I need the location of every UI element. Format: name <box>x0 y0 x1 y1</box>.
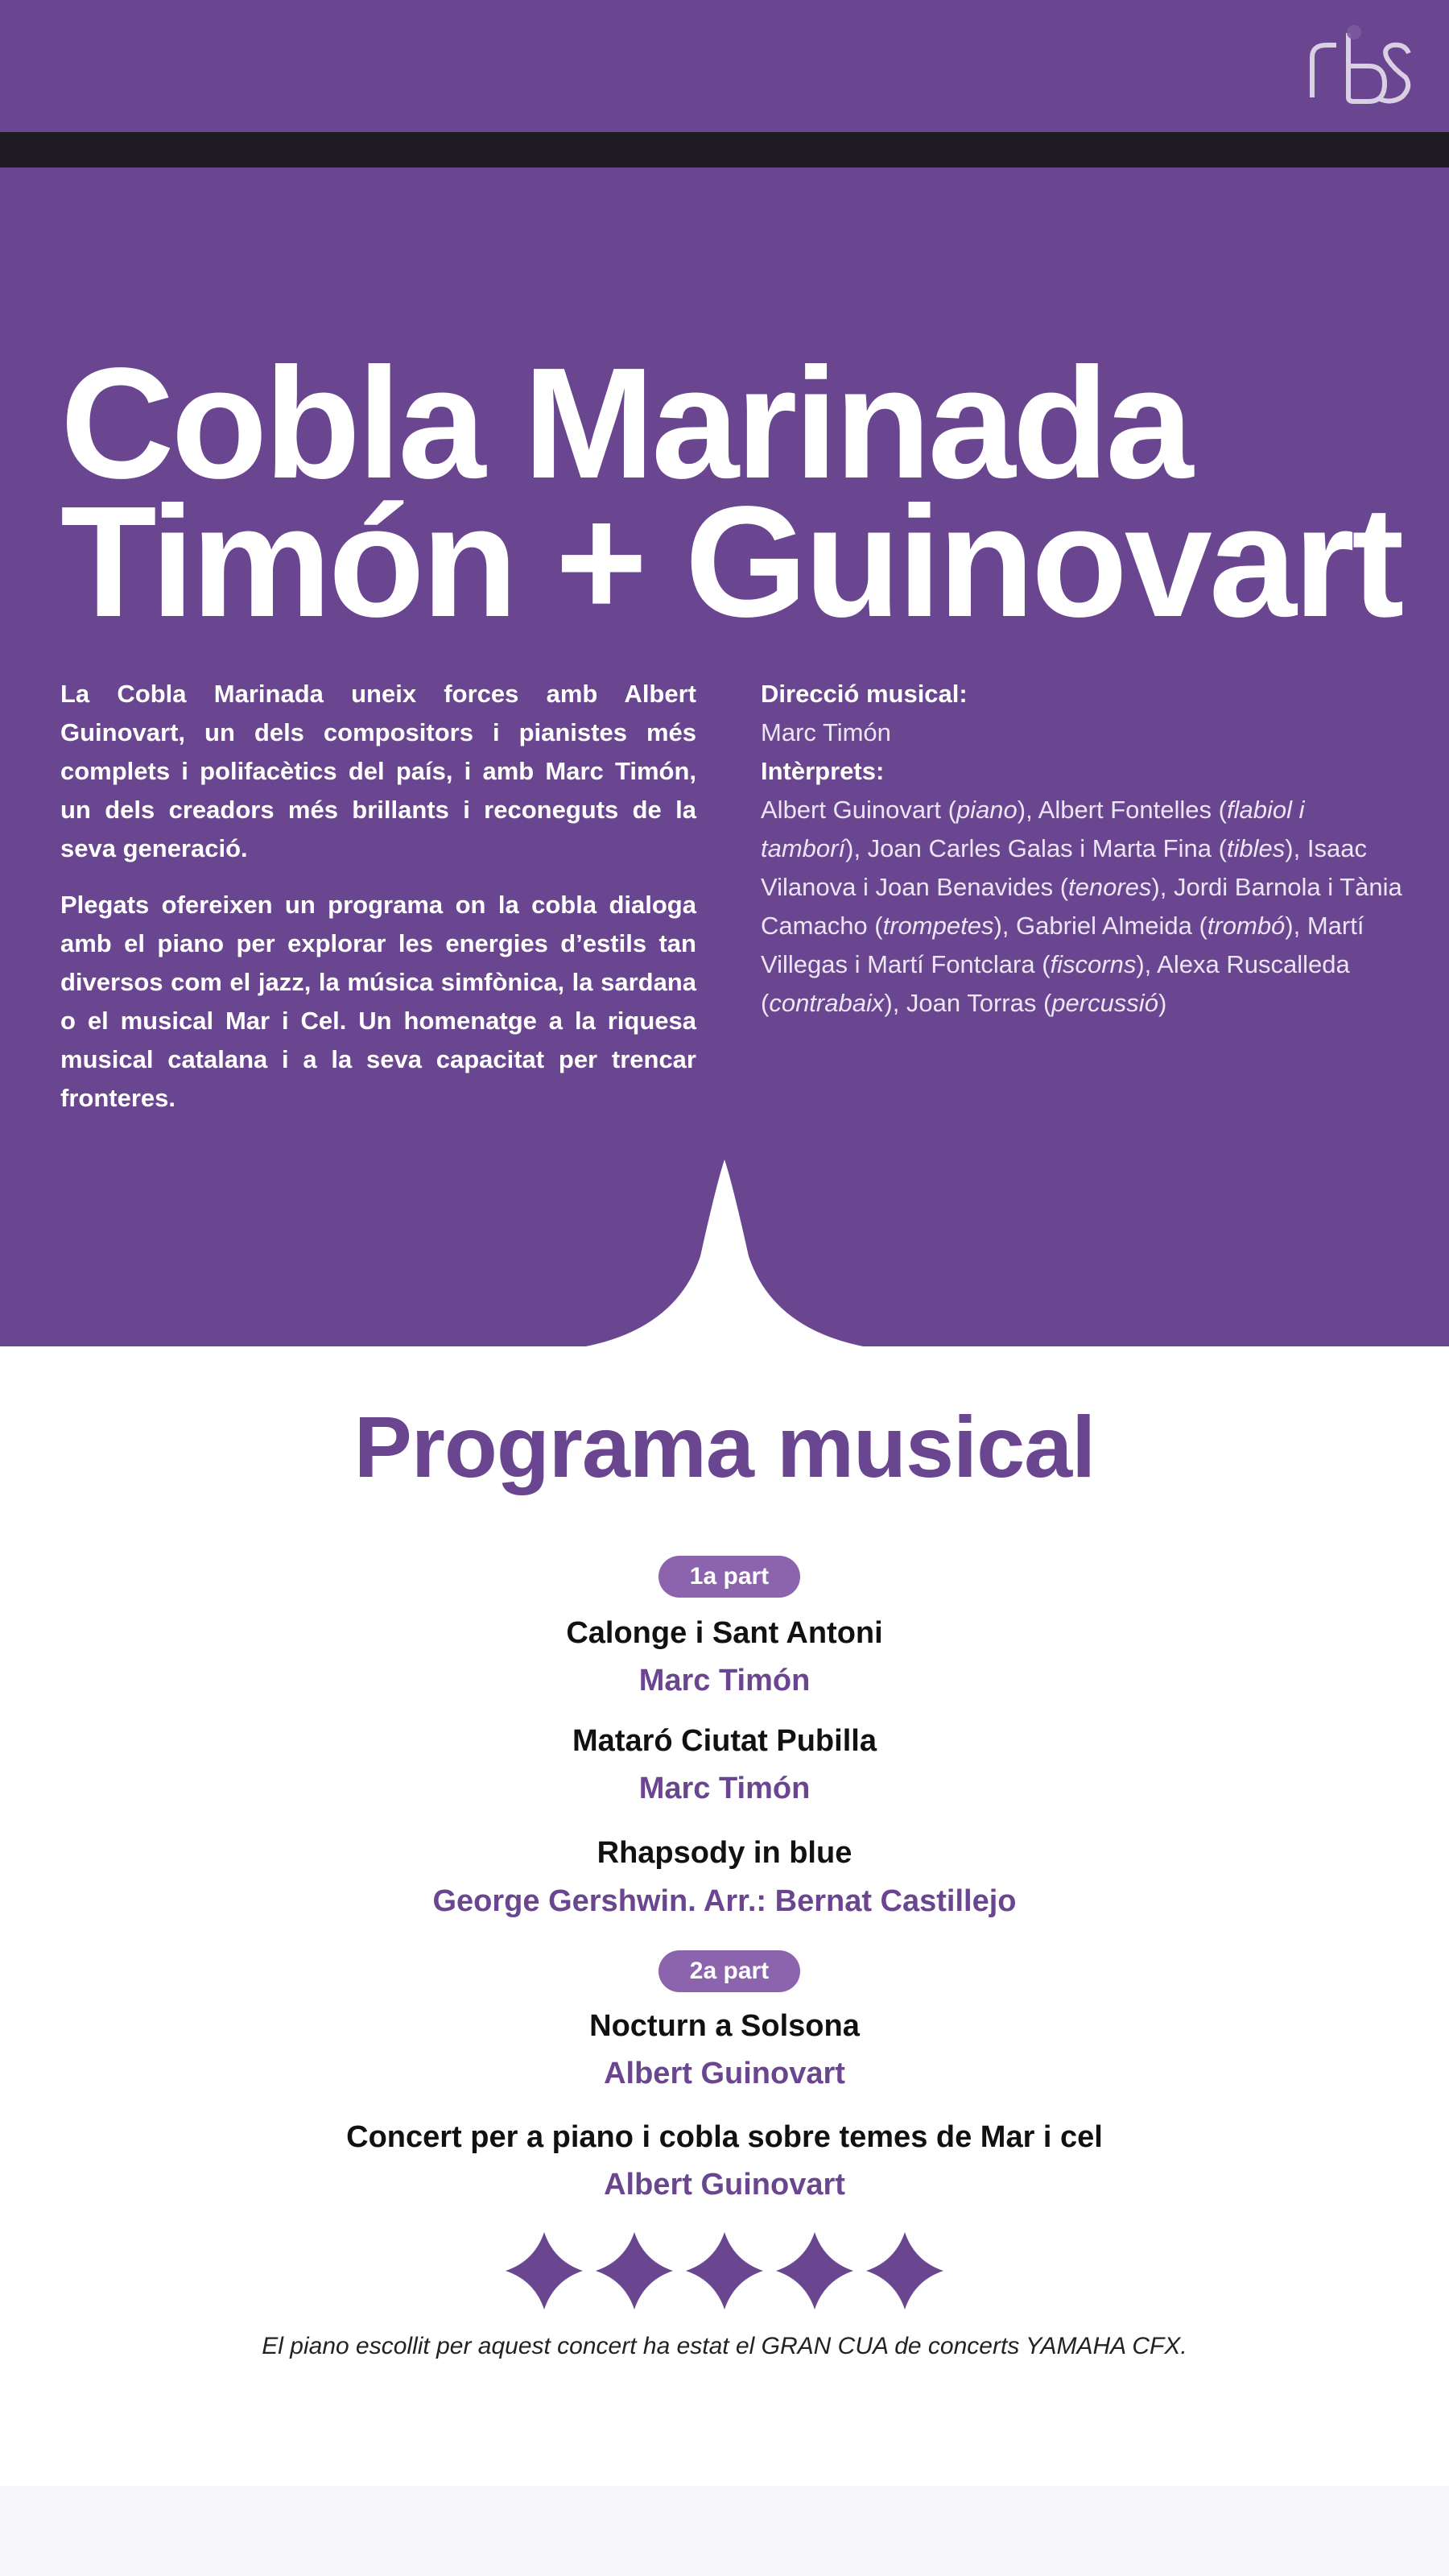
intro-text <box>60 675 696 1135</box>
performer-role: (flabiol i tamborí) <box>761 796 1305 862</box>
performer-role: (percussió) <box>1042 989 1167 1017</box>
piano-note: El piano escollit per aquest concert ha estat el GRAN CUA de concerts YAMAHA CFX. <box>262 2333 1187 2359</box>
work-composer: Albert Guinovart <box>604 2057 845 2090</box>
performer-name: Martí Villegas i Martí Fontclara <box>761 912 1364 978</box>
direction-value: Marc Timón <box>761 718 891 746</box>
part-2-badge: 2a part <box>658 1950 800 1992</box>
performer-role: (fiscorns) <box>1042 950 1145 978</box>
performer-name: Joan Torras <box>906 989 1043 1017</box>
title-line-2: Timón + Guinovart <box>60 473 1402 650</box>
work-title: Nocturn a Solsona <box>589 2009 860 2043</box>
work-composer: George Gershwin. Arr.: Bernat Castillejo <box>432 1884 1017 1918</box>
star-icon <box>506 2232 583 2309</box>
work-composer: Marc Timón <box>638 1772 811 1805</box>
program-title: Programa musical <box>353 1398 1096 1495</box>
star-icon <box>776 2232 853 2309</box>
performer-role: (trompetes) <box>874 912 1002 940</box>
performer-role: (tibles) <box>1218 834 1294 862</box>
work-title: Rhapsody in blue <box>597 1836 852 1870</box>
work-title: Concert per a piano i cobla sobre temes de Mar i cel <box>346 2120 1103 2154</box>
star-icon <box>596 2232 673 2309</box>
part-1-badge: 1a part <box>658 1556 800 1598</box>
performer-name: Isaac Vilanova i Joan Benavides <box>761 834 1367 901</box>
title-line-1: Cobla Marinada <box>60 335 1191 511</box>
intro-paragraph-2: Plegats ofereixen un programa on la cobla dialoga amb el piano per explorar les energies d’estils tan diversos com el jazz, la música simfònica, la sardana o el musical Mar i Cel. Un homenatge a la riquesa musical catalana i a la seva capacitat per trencar fronteres. <box>60 891 696 1112</box>
concert-title <box>60 335 1402 650</box>
work-composer: Marc Timón <box>638 1664 811 1697</box>
dark-divider-bar <box>0 132 1449 167</box>
performer-name: Albert Fontelles <box>1038 796 1219 824</box>
performer-name: Albert Guinovart <box>761 796 948 824</box>
performer-name: Alexa Ruscalleda <box>1157 950 1350 978</box>
performer-role: (piano) <box>947 796 1026 824</box>
performer-role: (tenores) <box>1059 873 1160 901</box>
performers-list: Albert Guinovart (piano), Albert Fontelles (flabiol i tamborí), Joan Carles Galas i Marta Fina (tibles), Isaac Vilanova i Joan Benavides (tenores), Jordi Barnola i Tània Camacho (trompetes), Gabriel Almeida (trombó), Martí Villegas i Martí Fontclara (fiscorns), Alexa Ruscalleda (contrabaix), Joan Torras (percussió) <box>761 796 1402 1017</box>
performers-label: Intèrprets: <box>761 757 885 785</box>
white-arch-notch <box>515 1160 934 1353</box>
work-title: Mataró Ciutat Pubilla <box>572 1724 877 1758</box>
performer-role: (trombó) <box>1199 912 1294 940</box>
performer-role: (contrabaix) <box>761 989 893 1017</box>
performer-name: Gabriel Almeida <box>1016 912 1199 940</box>
intro-paragraph-1: La Cobla Marinada uneix forces amb Albert Guinovart, un dels compositors i pianistes més complets i polifacètics del país, i amb Marc Timón, un dels creadors més brillants i reconeguts de la seva generació. <box>60 680 696 862</box>
top-banner <box>0 0 1449 132</box>
credits-block <box>761 675 1405 1023</box>
performer-name: Jordi Barnola i Tània Camacho <box>761 873 1402 940</box>
decorative-stars <box>499 2231 950 2311</box>
work-title: Calonge i Sant Antoni <box>566 1616 883 1650</box>
direction-label: Direcció musical: <box>761 680 968 708</box>
rbs-logo-icon <box>1304 21 1417 110</box>
star-icon <box>866 2232 943 2309</box>
work-composer: Albert Guinovart <box>604 2168 845 2202</box>
performer-name: Joan Carles Galas i Marta Fina <box>867 834 1219 862</box>
star-icon <box>686 2232 763 2309</box>
